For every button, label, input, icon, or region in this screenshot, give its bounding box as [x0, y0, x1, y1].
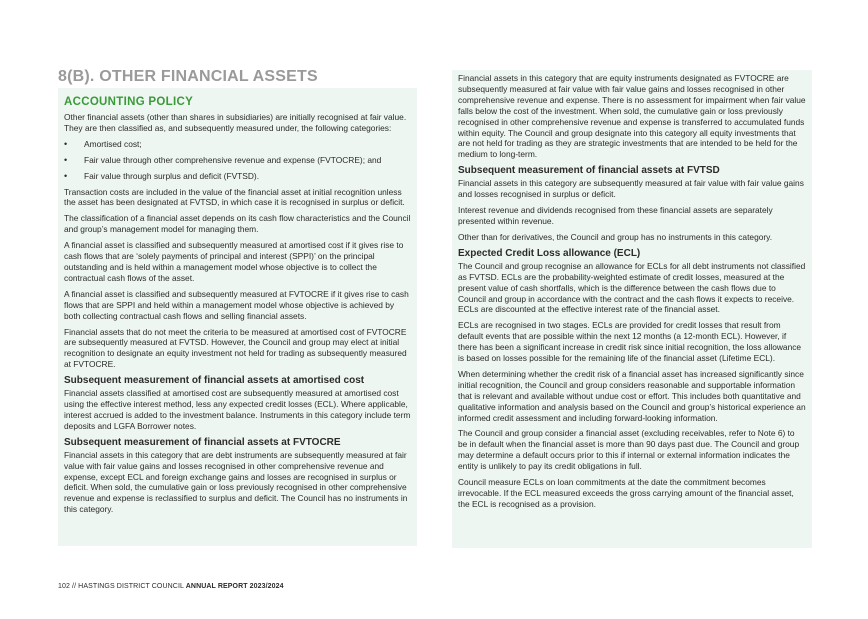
amortised-cost-paragraph: Financial assets classified at amortised cost are subsequently measured at amortised cost using the effective interest method, less any expected credit losses (ECL). Where applicable, interest accrued is added to the investment balance. Instruments in this category include term deposits and LGFA Borrower notes.: [64, 388, 411, 431]
fvtocre-heading: Subsequent measurement of financial assets at FVTOCRE: [64, 436, 341, 448]
list-item: • Amortised cost;: [64, 139, 411, 150]
body-paragraph: A financial asset is classified and subsequently measured at amortised cost if it gives rise to cash flows that are ‘solely payments of principal and interest (SPPI)’ on the principal outstanding and is held within a management model whose objective is to collect the contractual cash flows of the asset.: [64, 240, 404, 283]
body-paragraph: ECLs are recognised in two stages. ECLs are provided for credit losses that result from default events that are possible within the next 12 months (a 12-month ECL). However, if there has been a significant increase in credit risk since initial recognition, the loss allowance is based on losses possible for the remaining life of the financial asset (Lifetime ECL).: [458, 320, 802, 364]
list-item: • Fair value through surplus and deficit (FVTSD).: [64, 171, 411, 182]
body-paragraph: A financial asset is classified and subsequently measured at FVTOCRE if it gives rise to cash flows that are SPPI and held within a management model whose objective is achieved by both collecting contractual cash flows and selling financial assets.: [64, 288, 409, 321]
body-paragraph: The classification of a financial asset depends on its cash flow characteristics and the Council and group’s management model for managing them.: [64, 213, 411, 235]
page-title: 8(B). OTHER FINANCIAL ASSETS: [58, 68, 318, 85]
accounting-policy-heading: ACCOUNTING POLICY: [64, 96, 194, 108]
list-item: • Fair value through other comprehensive revenue and expense (FVTOCRE); and: [64, 155, 411, 166]
accounting-policy-panel: [58, 88, 417, 546]
fvtocre-paragraph: Financial assets in this category that are debt instruments are subsequently measured at fair value with fair value gains and losses recognised in other comprehensive revenue and expense, except ECL and foreign exchange gains and losses are recognised in surplus or deficit. When sold, the cumulative gain or loss previously recognised in other comprehensive revenue and expense is reclassified to surplus and deficit. The Council has no instruments in this category.: [64, 449, 408, 515]
body-paragraph: Financial assets that do not meet the criteria to be measured at amortised cost of FVTOCRE are subsequently measured at FVTSD. However, the Council and group may elect at initial recognition to designate an equity investment not held for trading as subsequently measured at FVTOCRE.: [64, 326, 407, 370]
amortised-cost-heading: Subsequent measurement of financial assets at amortised cost: [64, 375, 365, 387]
ecl-heading: Expected Credit Loss allowance (ECL): [458, 247, 641, 259]
footer-report-title: ANNUAL REPORT 2023/2024: [185, 583, 284, 590]
page-footer: [58, 583, 284, 590]
fvtsd-heading: Subsequent measurement of financial assets at FVTSD: [458, 165, 720, 177]
equity-instruments-paragraph: Financial assets in this category that are equity instruments designated as FVTOCRE are subsequently measured at fair value with fair value gains and losses recognised in other comprehensive revenue and expense. There is no assessment for impairment when fair value falls below the cost of the investment. When sold, the cumulative gain or loss previously recognised in other comprehensive revenue and expense is transferred to accumulated funds within equity. The Council and group designate into this category all equity investments that are not held for trading as they are strategic investments that are intended to be held for the medium to long-term.: [458, 73, 806, 160]
body-paragraph: Interest revenue and dividends recognised from these financial assets are separately presented within revenue.: [458, 205, 773, 226]
footer-page-label: 102 // HASTINGS DISTRICT COUNCIL: [58, 583, 186, 590]
body-paragraph: Financial assets in this category are subsequently measured at fair value with fair value gains and losses recognised in surplus or deficit.: [458, 178, 804, 200]
intro-paragraph: Other financial assets (other than shares in subsidiaries) are initially recognised at fair value. They are then classified as, and subsequently measured under, the following categories:: [64, 112, 407, 133]
continued-policy-panel: [452, 70, 812, 548]
body-paragraph: The Council and group consider a financial asset (excluding receivables, refer to Note 6) to be in default when the financial asset is more than 90 days past due. The Council and group may determine a default occurs prior to this if internal or external information indicates the entity is unlikely to pay its credit obligations in full.: [458, 428, 800, 472]
body-paragraph: The Council and group recognise an allowance for ECLs for all debt instruments not classified as FVTSD. ECLs are the probability-weighted estimate of credit losses, measured at the present value of cash shortfalls, which is the difference between the cash flows due to Council and group in accordance with the contract and the cash flows it expects to receive. ECLs are discounted at the effective interest rate of the financial asset.: [458, 260, 806, 315]
body-paragraph: Transaction costs are included in the value of the financial asset at initial recognition unless the asset has been designated at FVTSD, in which case it is recognised in surplus or deficit.: [64, 186, 405, 208]
body-paragraph: When determining whether the credit risk of a financial asset has increased significantly since initial recognition, the Council and group considers reasonable and supportable information that is relevant and available without undue cost or effort. This includes both quantitative and qualitative information and analysis based on the Council and group’s historical experience an informed credit assessment and including forward-looking information.: [458, 368, 806, 423]
body-paragraph: Council measure ECLs on loan commitments at the date the commitment becomes irrevocable. If the ECL measured exceeds the gross carrying amount of the financial asset, the ECL is recognised as a provision.: [458, 477, 794, 509]
category-list: [64, 139, 411, 182]
body-paragraph: Other than for derivatives, the Council and group has no instruments in this category.: [458, 231, 773, 242]
